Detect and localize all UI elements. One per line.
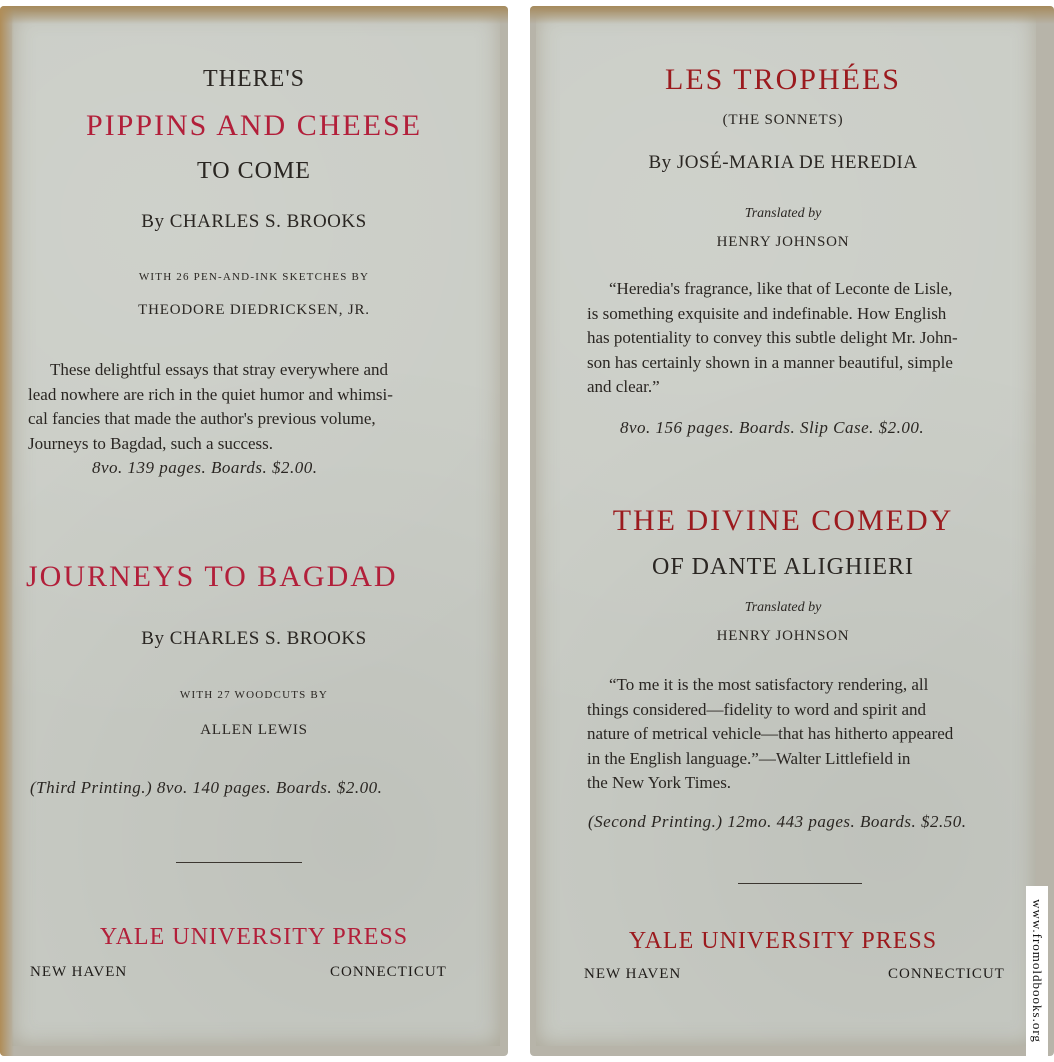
quote-line: nature of metrical vehicle—that has hitherto appeared bbox=[587, 724, 954, 743]
quote-line: things considered—fidelity to word and spirit and bbox=[587, 699, 926, 719]
left-jacket-panel bbox=[0, 6, 508, 1056]
description-line: These delightful essays that stray everywhere and bbox=[50, 360, 388, 379]
quote-line: “To me it is the most satisfactory rendering, all bbox=[609, 675, 929, 694]
publisher-city: NEW HAVEN bbox=[584, 966, 682, 982]
quote-line: in the English language.”—Walter Littlefield in bbox=[587, 748, 911, 768]
top-stain bbox=[0, 6, 508, 24]
divider-rule bbox=[176, 862, 302, 863]
book2-price-line: (Third Printing.) 8vo. 140 pages. Boards. $2.00. bbox=[30, 778, 383, 797]
watermark-text: www.fromoldbooks.org bbox=[1030, 899, 1045, 1043]
quote-line: the New York Times. bbox=[587, 773, 732, 792]
author-line: By CHARLES S. BROOKS bbox=[141, 211, 367, 232]
price-line: 8vo. 139 pages. Boards. $2.00. bbox=[92, 458, 318, 477]
top-stain bbox=[530, 6, 1054, 24]
book-title-divine-comedy: THE DIVINE COMEDY bbox=[612, 504, 954, 537]
description-line: lead nowhere are rich in the quiet humor and whimsi- bbox=[28, 384, 393, 404]
book-title-les-trophees: LES TROPHÉES bbox=[665, 63, 901, 96]
illustrator-name: THEODORE DIEDRICKSEN, JR. bbox=[138, 302, 370, 318]
right-jacket-panel bbox=[530, 6, 1054, 1056]
header-theres: THERE'S bbox=[203, 66, 305, 92]
book2-translator-name: HENRY JOHNSON bbox=[716, 628, 850, 644]
translated-by-label: Translated by bbox=[744, 206, 822, 221]
publisher-state: CONNECTICUT bbox=[888, 966, 1005, 982]
book-title-journeys: JOURNEYS TO BAGDAD bbox=[26, 560, 398, 593]
divider-rule bbox=[738, 883, 862, 884]
book2-price-line: (Second Printing.) 12mo. 443 pages. Boards. $2.50. bbox=[588, 812, 967, 831]
book2-review-quote bbox=[587, 673, 1015, 796]
review-quote bbox=[587, 277, 1015, 400]
quote-line: “Heredia's fragrance, like that of Leconte de Lisle, bbox=[609, 279, 953, 298]
price-line: 8vo. 156 pages. Boards. Slip Case. $2.00. bbox=[620, 418, 925, 437]
subtitle-sonnets: (THE SONNETS) bbox=[722, 112, 844, 128]
publisher-state: CONNECTICUT bbox=[330, 964, 447, 980]
book2-illustration-note: WITH 27 WOODCUTS BY bbox=[179, 689, 329, 701]
description-paragraph bbox=[28, 358, 452, 456]
description-line: cal fancies that made the author's previous volume, bbox=[28, 409, 376, 428]
illustration-note: WITH 26 PEN-AND-INK SKETCHES BY bbox=[138, 271, 370, 283]
publisher-name: YALE UNIVERSITY PRESS bbox=[99, 924, 409, 950]
header-to-come: TO COME bbox=[197, 158, 311, 184]
book2-author-line: By CHARLES S. BROOKS bbox=[141, 628, 367, 649]
site-watermark bbox=[1026, 886, 1048, 1056]
book2-translated-by-label: Translated by bbox=[744, 600, 822, 615]
book2-subtitle: OF DANTE ALIGHIERI bbox=[652, 554, 914, 580]
book-title-pippins: PIPPINS AND CHEESE bbox=[85, 109, 423, 142]
translator-name: HENRY JOHNSON bbox=[716, 234, 850, 250]
quote-line: is something exquisite and indefinable. How English bbox=[587, 303, 947, 323]
book2-illustrator-name: ALLEN LEWIS bbox=[200, 722, 308, 738]
publisher-city: NEW HAVEN bbox=[30, 964, 128, 980]
publisher-name: YALE UNIVERSITY PRESS bbox=[628, 928, 938, 954]
quote-line: has potentiality to convey this subtle delight Mr. John- bbox=[587, 328, 958, 347]
description-line: Journeys to Bagdad, such a success. bbox=[28, 433, 274, 453]
quote-line: son has certainly shown in a manner beautiful, simple bbox=[587, 352, 953, 372]
quote-line: and clear.” bbox=[587, 377, 660, 396]
author-line: By JOSÉ-MARIA DE HEREDIA bbox=[648, 152, 918, 173]
